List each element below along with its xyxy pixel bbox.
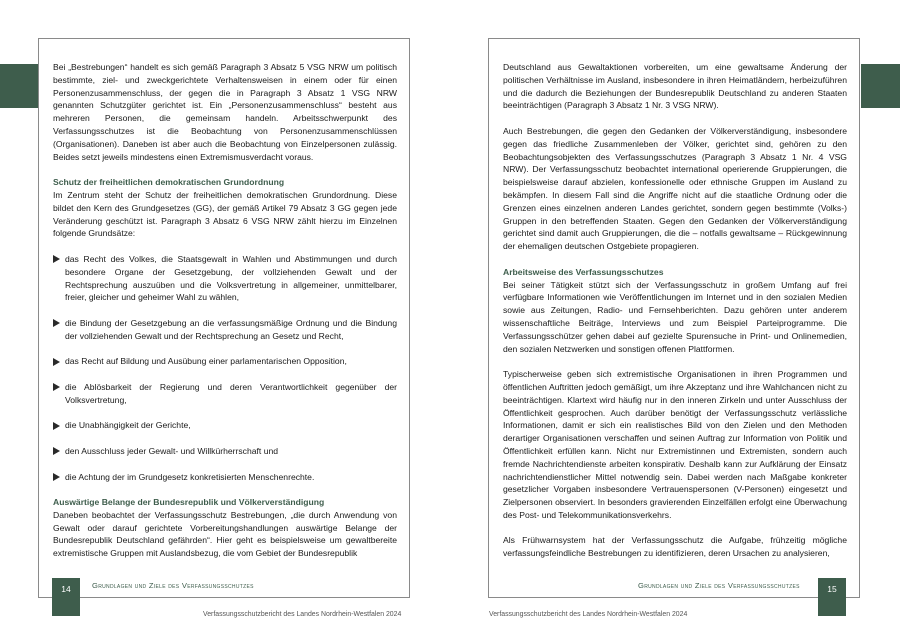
bullet-triangle-icon — [53, 319, 60, 327]
section-heading-fdgo: Schutz der freiheitlichen demokratischen Grundordnung — [53, 177, 285, 188]
page-number-right: 15 — [818, 578, 846, 616]
footer-left: Verfassungsschutzbericht des Landes Nordrhein-Westfalen 2024 — [203, 611, 402, 618]
bullet-triangle-icon — [53, 358, 60, 366]
section-heading-arbeitsweise: Arbeitsweise des Verfassungsschutzes — [503, 266, 664, 277]
bullet-triangle-icon — [53, 255, 60, 263]
running-title-right: Grundlagen und Ziele des Verfassungsschutzes — [638, 581, 800, 590]
list-item: die Unabhängigkeit der Gerichte, — [53, 419, 397, 432]
bullet-triangle-icon — [53, 447, 60, 455]
running-title-left: Grundlagen und Ziele des Verfassungsschutzes — [92, 581, 254, 590]
list-item: die Bindung der Gesetzgebung an die verfassungsmäßige Ordnung und die Bindung der vollziehenden Gewalt und der Rechtsprechung an Gesetz und Recht, — [53, 317, 397, 343]
intro-paragraph: Bei „Bestrebungen“ handelt es sich gemäß Paragraph 3 Absatz 5 VSG NRW um politisch bestimmte, ziel- und zweckgerichtete Verhaltensweisen in einem oder für einen Personenzusammenschluss, der gegen die in Paragraph 3 Absatz 1 VSG NRW genannten Schutzgüter gerichtet ist. Ein „Personenzusammenschluss“ besteht aus mehreren Personen, die gemeinsam handeln. Arbeitsschwerpunkt des Verfassungsschutzes ist die Beobachtung von Personenzusammenschlüssen (Organisationen). Daneben ist aber auch die Beobachtung von Einzelpersonen zulässig. Beides setzt jeweils mindestens einen Extremismusverdacht voraus. — [53, 62, 397, 162]
fdgo-paragraph: Im Zentrum steht der Schutz der freiheitlichen demokratischen Grundordnung. Diese bildet den Kern des Grundgesetzes (GG), der gemäß Artikel 79 Absatz 3 GG gegen jede Veränderung geschützt ist. Paragraph 3 Absatz 6 VSG NRW zählt hierzu im Einzelnen folgende Grundsätze: — [53, 189, 397, 239]
list-item: den Ausschluss jeder Gewalt- und Willkürherrschaft und — [53, 445, 397, 458]
belange-section — [53, 496, 397, 560]
bullet-triangle-icon — [53, 422, 60, 430]
typisch-paragraph: Typischerweise geben sich extremistische Organisationen in ihren Programmen und öffentlichen Auftritten jedoch gemäßigt, um ihre Akzeptanz und ihre Wahlchancen nicht zu beeinträchtigen. Klartext wird häufig nur in den inneren Zirkeln und unter Ausschluss der Öffentlichkeit gesprochen. Auch darüber benötigt der Verfassungsschutz verlässliche Informationen, damit er sich ein realistisches Bild von den Zielen und den Methoden derartiger Organisationen verschaffen und seinen Auftrag zur Information von Politik und Öffentlichkeit erfüllen kann. Nicht nur Extremistinnen und Extremisten, sondern auch fremde Nachrichtendienste arbeiten konspirativ. Deshalb kann zur Aufklärung der Einsatz nachrichtendienstlicher Mittel notwendig sein. Dabei werden nach Maßgabe konkreter gesetzlicher Vorgaben insbesondere Vertrauenspersonen (V-Personen) eingesetzt und Zielpersonen observiert. In besonders gravierenden Einzelfällen erfolgt eine Überwachung des Post- und Telekommunikationsverkehrs. — [503, 369, 847, 520]
list-item: das Recht des Volkes, die Staatsgewalt in Wahlen und Abstimmungen und durch besondere Organe der Gesetzgebung, der vollziehenden Gewalt und der Rechtsprechung auszuüben und die Volksvertretung in allgemeiner, unmittelbarer, freier, gleicher und geheimer Wahl zu wählen, — [53, 253, 397, 304]
right-page — [488, 38, 860, 598]
arbeitsweise-section — [503, 266, 847, 356]
principles-list — [53, 253, 397, 483]
fdgo-section — [53, 176, 397, 240]
footer-right: Verfassungsschutzbericht des Landes Nordrhein-Westfalen 2024 — [489, 611, 688, 618]
fruehwarn-paragraph: Als Frühwarnsystem hat der Verfassungsschutz die Aufgabe, frühzeitig mögliche verfassungsfeindliche Bestrebungen zu identifizieren, deren Ursachen zu analysieren, — [503, 535, 847, 559]
voelkerverstaendigung-paragraph: Auch Bestrebungen, die gegen den Gedanken der Völkerverständigung, insbesondere gegen das friedliche Zusammenleben der Völker, gerichtet sind, gehören zu den Beobachtungsobjekten des Verfassungsschutzes (Paragraph 3 Absatz 1 Nr. 4 VSG NRW). Der Verfassungsschutz beobachtet international operierende Gruppierungen, die beispielsweise darauf abzielen, konfessionelle oder ethnische Gruppen im Ausland zu bekämpfen. In diesem Fall sind die Angriffe nicht auf die staatliche Ordnung oder die Grenzen eines einzelnen anderen Landes gerichtet, sondern gegen bestimmte (Volks-) Gruppen in den betreffenden Staaten. Gegen den Gedanken der Völkerverständigung gerichtet sind damit auch Gruppierungen, die die – notfalls gewaltsame – Rückgewinnung der ehemaligen deutschen Ostgebiete propagieren. — [503, 125, 847, 252]
right-page-content — [503, 61, 847, 560]
page-number-left: 14 — [52, 578, 80, 616]
section-heading-belange: Auswärtige Belange der Bundesrepublik und Völkerverständigung — [53, 497, 325, 508]
left-page-content — [53, 61, 397, 560]
continuation-paragraph: Deutschland aus Gewaltaktionen vorbereiten, um eine gewaltsame Änderung der politischen Verhältnisse im Ausland, insbesondere in ihren Heimatländern, herbeizuführen und die dadurch die Beziehungen der Bundesrepublik Deutschland zu anderen Staaten beeinträchtigen (Paragraph 3 Absatz 1 Nr. 3 VSG NRW). — [503, 62, 847, 111]
bullet-triangle-icon — [53, 383, 60, 391]
bullet-triangle-icon — [53, 473, 60, 481]
list-item: das Recht auf Bildung und Ausübung einer parlamentarischen Opposition, — [53, 355, 397, 368]
list-item: die Achtung der im Grundgesetz konkretisierten Menschenrechte. — [53, 471, 397, 484]
belange-paragraph: Daneben beobachtet der Verfassungsschutz Bestrebungen, „die durch Anwendung von Gewalt oder darauf gerichtete Vorbereitungshandlungen auswärtige Belange der Bundesrepublik Deutschland gefährden“. Hier geht es beispielsweise um gewaltbereite extremistische Gruppen mit Auslandsbezug, die vom Gebiet der Bundesrepublik — [53, 509, 397, 559]
right-side-tab — [861, 64, 900, 108]
arbeitsweise-paragraph: Bei seiner Tätigkeit stützt sich der Verfassungsschutz in großem Umfang auf frei verfügbare Informationen wie Veröffentlichungen im Internet und in den sozialen Medien sowie aus Zeitungen, Radio- und Fernsehberichten. Dazu gehören unter anderem wissenschaftliche Beiträge, Interviews und zum Beispiel Parteiprogramme. Die Verfassungsschützer gehen dabei auf gezielte Spurensuche in Print- und Onlinemedien, den sozialen Netzwerken und sonstigen offenen Plattformen. — [503, 279, 847, 354]
list-item: die Ablösbarkeit der Regierung und deren Verantwortlichkeit gegenüber der Volksvertretung, — [53, 381, 397, 407]
left-side-tab — [0, 64, 38, 108]
left-page — [38, 38, 410, 598]
